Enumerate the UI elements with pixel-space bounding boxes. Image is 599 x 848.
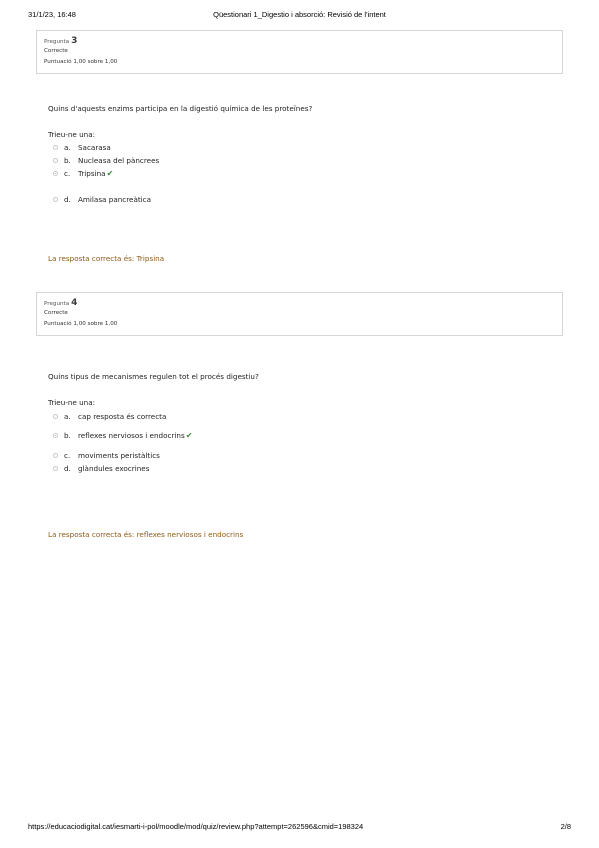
radio-icon[interactable] bbox=[53, 171, 58, 176]
answer-text: cap resposta és correcta bbox=[78, 412, 167, 421]
answer-option[interactable]: d. glàndules exocrines bbox=[53, 463, 149, 475]
radio-icon[interactable] bbox=[53, 433, 58, 438]
answer-text: moviments peristàltics bbox=[78, 451, 160, 460]
answer-text: Tripsina bbox=[78, 169, 106, 178]
check-icon: ✔ bbox=[185, 431, 193, 440]
answer-option-selected[interactable]: b. reflexes nerviosos i endocrins✔ bbox=[53, 430, 192, 442]
question-number-value: 4 bbox=[71, 298, 78, 308]
answer-text: Sacarasa bbox=[78, 143, 111, 152]
print-page-title: Qüestionari 1_Digestio i absorció: Revisió de l'intent bbox=[213, 10, 386, 19]
answer-option[interactable]: d. Amilasa pancreàtica bbox=[53, 194, 151, 206]
answer-option[interactable]: c. moviments peristàltics bbox=[53, 450, 160, 462]
correct-answer-feedback: La resposta correcta és: Tripsina bbox=[48, 254, 165, 263]
radio-icon[interactable] bbox=[53, 414, 58, 419]
question-text: Quins d'aquests enzims participa en la digestió química de les proteïnes? bbox=[48, 104, 313, 113]
question-info-box bbox=[36, 292, 563, 336]
answer-option[interactable]: a. cap resposta és correcta bbox=[53, 411, 166, 423]
answer-prompt: Trieu-ne una: bbox=[48, 130, 96, 139]
print-url: https://educaciodigital.cat/iesmarti-i-pol/moodle/mod/quiz/review.php?attempt=262596&cmid=198324 bbox=[28, 822, 364, 831]
answer-text: glàndules exocrines bbox=[78, 464, 150, 473]
question-text: Quins tipus de mecanismes regulen tot el procés digestiu? bbox=[48, 372, 259, 381]
page-number: 2/8 bbox=[560, 822, 571, 831]
check-icon: ✔ bbox=[106, 169, 114, 178]
print-datetime: 31/1/23, 16:48 bbox=[28, 10, 76, 19]
question-state: Correcte bbox=[44, 310, 68, 316]
question-number-value: 3 bbox=[71, 36, 78, 46]
correct-answer-feedback: La resposta correcta és: reflexes nerviosos i endocrins bbox=[48, 530, 244, 539]
print-header bbox=[28, 10, 571, 22]
radio-icon[interactable] bbox=[53, 158, 58, 163]
question-state: Correcte bbox=[44, 48, 68, 54]
answer-option[interactable]: a. Sacarasa bbox=[53, 142, 111, 154]
question-number: Pregunta 3 bbox=[44, 36, 78, 46]
answer-text: Nucleasa del pàncrees bbox=[78, 156, 160, 165]
radio-icon[interactable] bbox=[53, 453, 58, 458]
print-footer bbox=[28, 822, 571, 834]
answer-option-selected[interactable]: c. Tripsina✔ bbox=[53, 168, 113, 180]
answer-text: Amilasa pancreàtica bbox=[78, 195, 152, 204]
answer-option[interactable]: b. Nucleasa del pàncrees bbox=[53, 155, 159, 167]
question-grade: Puntuació 1,00 sobre 1,00 bbox=[44, 321, 118, 327]
answer-prompt: Trieu-ne una: bbox=[48, 398, 96, 407]
question-number: Pregunta 4 bbox=[44, 298, 78, 308]
answer-text: reflexes nerviosos i endocrins bbox=[78, 431, 185, 440]
question-grade: Puntuació 1,00 sobre 1,00 bbox=[44, 59, 118, 65]
radio-icon[interactable] bbox=[53, 466, 58, 471]
question-info-box bbox=[36, 30, 563, 74]
radio-icon[interactable] bbox=[53, 197, 58, 202]
radio-icon[interactable] bbox=[53, 145, 58, 150]
